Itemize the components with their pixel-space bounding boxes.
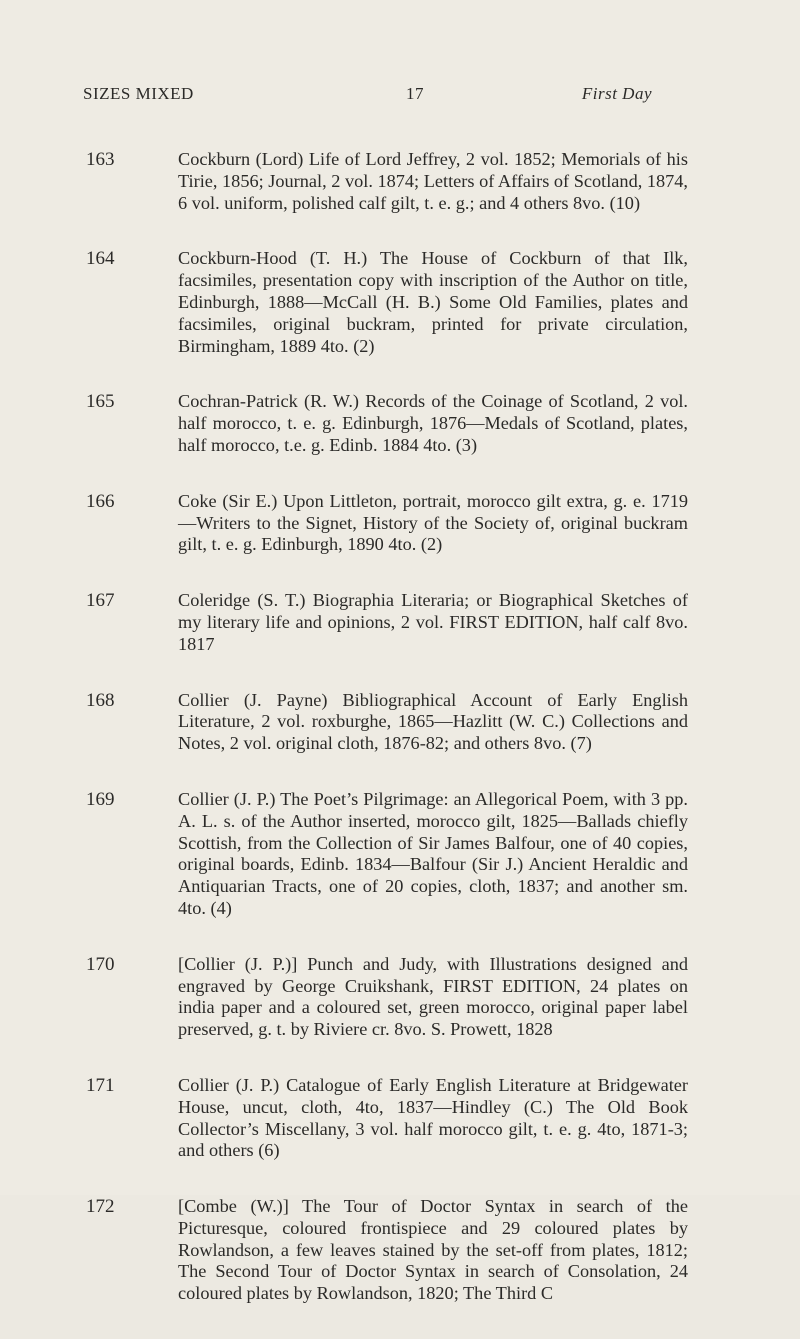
- page-number: 17: [406, 84, 424, 103]
- lot-number: 168: [86, 689, 115, 711]
- lot-description: Cockburn (Lord) Life of Lord Jeffrey, 2 vol. 1852; Memorials of his Tirie, 1856; Journal, 2 vol. 1874; Letters of Affairs of Scotland, 1874, 6 vol. uniform, polished calf gilt, t. e. g.; and 4 others 8vo. (10): [178, 149, 688, 213]
- lot-number: 164: [86, 248, 115, 270]
- lot-entry: [0, 491, 800, 556]
- lot-number: 171: [86, 1074, 115, 1096]
- lot-list: [0, 149, 800, 1339]
- page-header: [0, 84, 800, 114]
- lot-number: 166: [86, 490, 115, 512]
- lot-entry: [0, 391, 800, 456]
- lot-description: Collier (J. P.) The Poet’s Pilgrimage: an Allegorical Poem, with 3 pp. A. L. s. of the Author inserted, morocco gilt, 1825—Ballads chiefly Scottish, from the Collection of Sir James Balfour, one of 40 copies, original boards, Edinb. 1834—Balfour (Sir J.) Ancient Heraldic and Antiquarian Tracts, one of 20 copies, cloth, 1837; and another sm. 4to. (4): [178, 788, 688, 918]
- lot-entry: [0, 954, 800, 1041]
- lot-entry: [0, 690, 800, 755]
- header-section-title: SIZES MIXED: [83, 84, 194, 103]
- lot-description: Cochran-Patrick (R. W.) Records of the Coinage of Scotland, 2 vol. half morocco, t. e. g. Edinburgh, 1876—Medals of Scotland, plates, half morocco, t.e. g. Edinb. 1884 4to. (3): [178, 391, 688, 455]
- lot-description: Cockburn-Hood (T. H.) The House of Cockburn of that Ilk, facsimiles, presentation copy with inscription of the Author on title, Edinburgh, 1888—McCall (H. B.) Some Old Families, plates and facsimiles, original buckram, printed for private circulation, Birmingham, 1889 4to. (2): [178, 248, 688, 356]
- lot-number: 167: [86, 590, 115, 612]
- lot-number: 169: [86, 788, 115, 810]
- lot-entry: [0, 1075, 800, 1162]
- lot-description: [Combe (W.)] The Tour of Doctor Syntax in search of the Picturesque, coloured frontispiece and 29 coloured plates by Rowlandson, a few leaves stained by the set-off from plates, 1812; The Second Tour of Doctor Syntax in search of Consolation, 24 coloured plates by Rowlandson, 1820; The Third C: [178, 1196, 688, 1304]
- lot-number: 163: [86, 149, 115, 170]
- lot-description: Coleridge (S. T.) Biographia Literaria; or Biographical Sketches of my literary life and opinions, 2 vol. FIRST EDITION, half calf 8vo. 1817: [178, 590, 688, 654]
- lot-entry: [0, 590, 800, 655]
- lot-description: Collier (J. Payne) Bibliographical Account of Early English Literature, 2 vol. roxburghe, 1865—Hazlitt (W. C.) Collections and Notes, 2 vol. original cloth, 1876-82; and others 8vo. (7): [178, 689, 688, 754]
- lot-entry: [0, 248, 800, 357]
- lot-description: Collier (J. P.) Catalogue of Early English Literature at Bridgewater House, uncut, cloth, 4to, 1837—Hindley (C.) The Old Book Collector’s Miscellany, 3 vol. half morocco gilt, t. e. g. 4to, 1871-3; and others (6): [178, 1074, 688, 1161]
- lot-number: 165: [86, 391, 115, 413]
- lot-entry: [0, 789, 800, 920]
- lot-number: 172: [86, 1196, 115, 1218]
- lot-entry: [0, 149, 800, 214]
- lot-entry: [0, 1196, 800, 1305]
- lot-description: Coke (Sir E.) Upon Littleton, portrait, morocco gilt extra, g. e. 1719—Writers to the Signet, History of the Society of, original buckram gilt, t. e. g. Edinburgh, 1890 4to. (2): [178, 490, 688, 555]
- lot-description: [Collier (J. P.)] Punch and Judy, with Illustrations designed and engraved by George Cruikshank, FIRST EDITION, 24 plates on india paper and a coloured set, green morocco, original paper label preserved, g. t. by Riviere cr. 8vo. S. Prowett, 1828: [178, 953, 688, 1040]
- lot-number: 170: [86, 953, 115, 975]
- header-day-label: First Day: [581, 84, 652, 103]
